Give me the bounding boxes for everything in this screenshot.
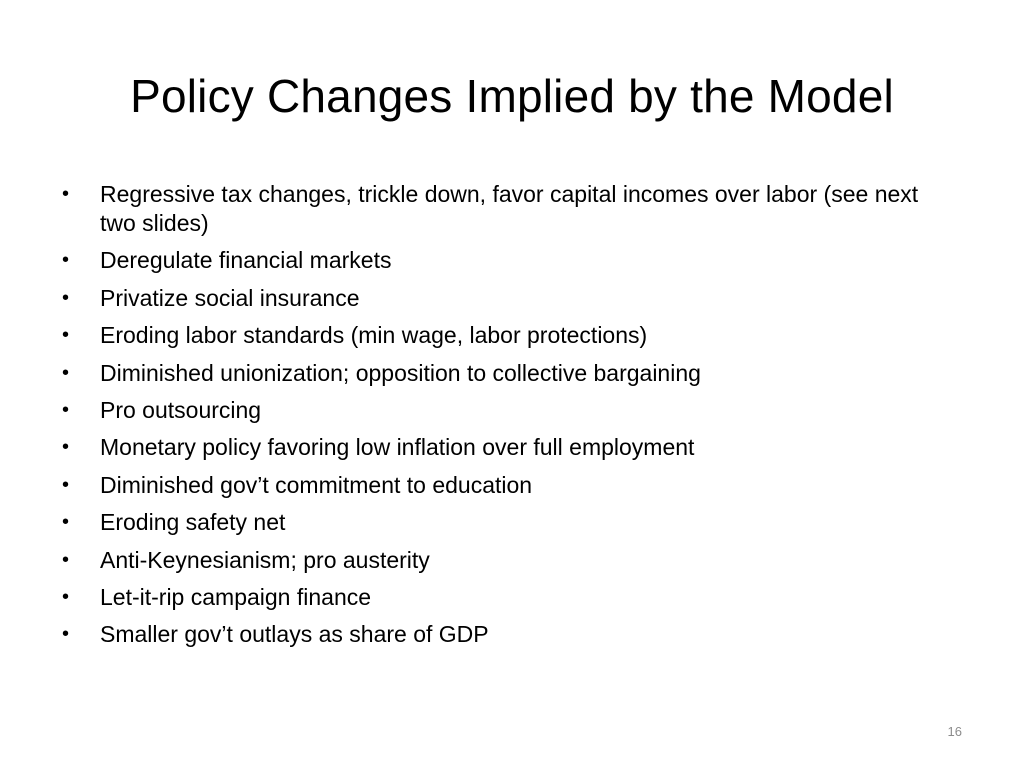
bullet-text: Anti-Keynesianism; pro austerity [100, 546, 430, 573]
bullet-icon: • [62, 398, 70, 421]
bullet-text: Smaller gov’t outlays as share of GDP [100, 621, 489, 648]
list-item [62, 246, 942, 275]
bullet-icon: • [62, 183, 70, 205]
bullet-icon: • [62, 286, 70, 309]
list-item [62, 321, 942, 350]
bullet-text: Monetary policy favoring low inflation over full employment [100, 434, 695, 461]
bullet-icon: • [62, 324, 70, 347]
list-item [62, 546, 942, 575]
bullet-text: Eroding safety net [100, 509, 286, 536]
bullet-text: Privatize social insurance [100, 284, 360, 311]
list-item [62, 433, 942, 462]
slide-title: Policy Changes Implied by the Model [130, 70, 894, 122]
bullet-icon: • [62, 548, 70, 571]
list-item [62, 508, 942, 537]
bullet-text: Diminished unionization; opposition to collective bargaining [100, 359, 701, 386]
list-item [62, 471, 942, 500]
list-item [62, 620, 942, 649]
bullet-list [62, 180, 942, 658]
list-item [62, 583, 942, 612]
list-item [62, 180, 942, 238]
page-number: 16 [947, 724, 962, 739]
list-item [62, 359, 942, 388]
bullet-text: Diminished gov’t commitment to education [100, 471, 533, 498]
bullet-text: Pro outsourcing [100, 396, 262, 423]
bullet-icon: • [62, 249, 70, 272]
bullet-icon: • [62, 436, 70, 459]
list-item [62, 396, 942, 425]
bullet-text: Regressive tax changes, trickle down, favor capital incomes over labor (see next two slides) [100, 181, 919, 236]
list-item [62, 284, 942, 313]
bullet-text: Let-it-rip campaign finance [100, 583, 372, 610]
bullet-icon: • [62, 623, 70, 646]
bullet-text: Deregulate financial markets [100, 247, 392, 274]
bullet-icon: • [62, 511, 70, 534]
bullet-icon: • [62, 473, 70, 496]
bullet-icon: • [62, 361, 70, 384]
bullet-icon: • [62, 585, 70, 608]
bullet-text: Eroding labor standards (min wage, labor protections) [100, 322, 648, 349]
